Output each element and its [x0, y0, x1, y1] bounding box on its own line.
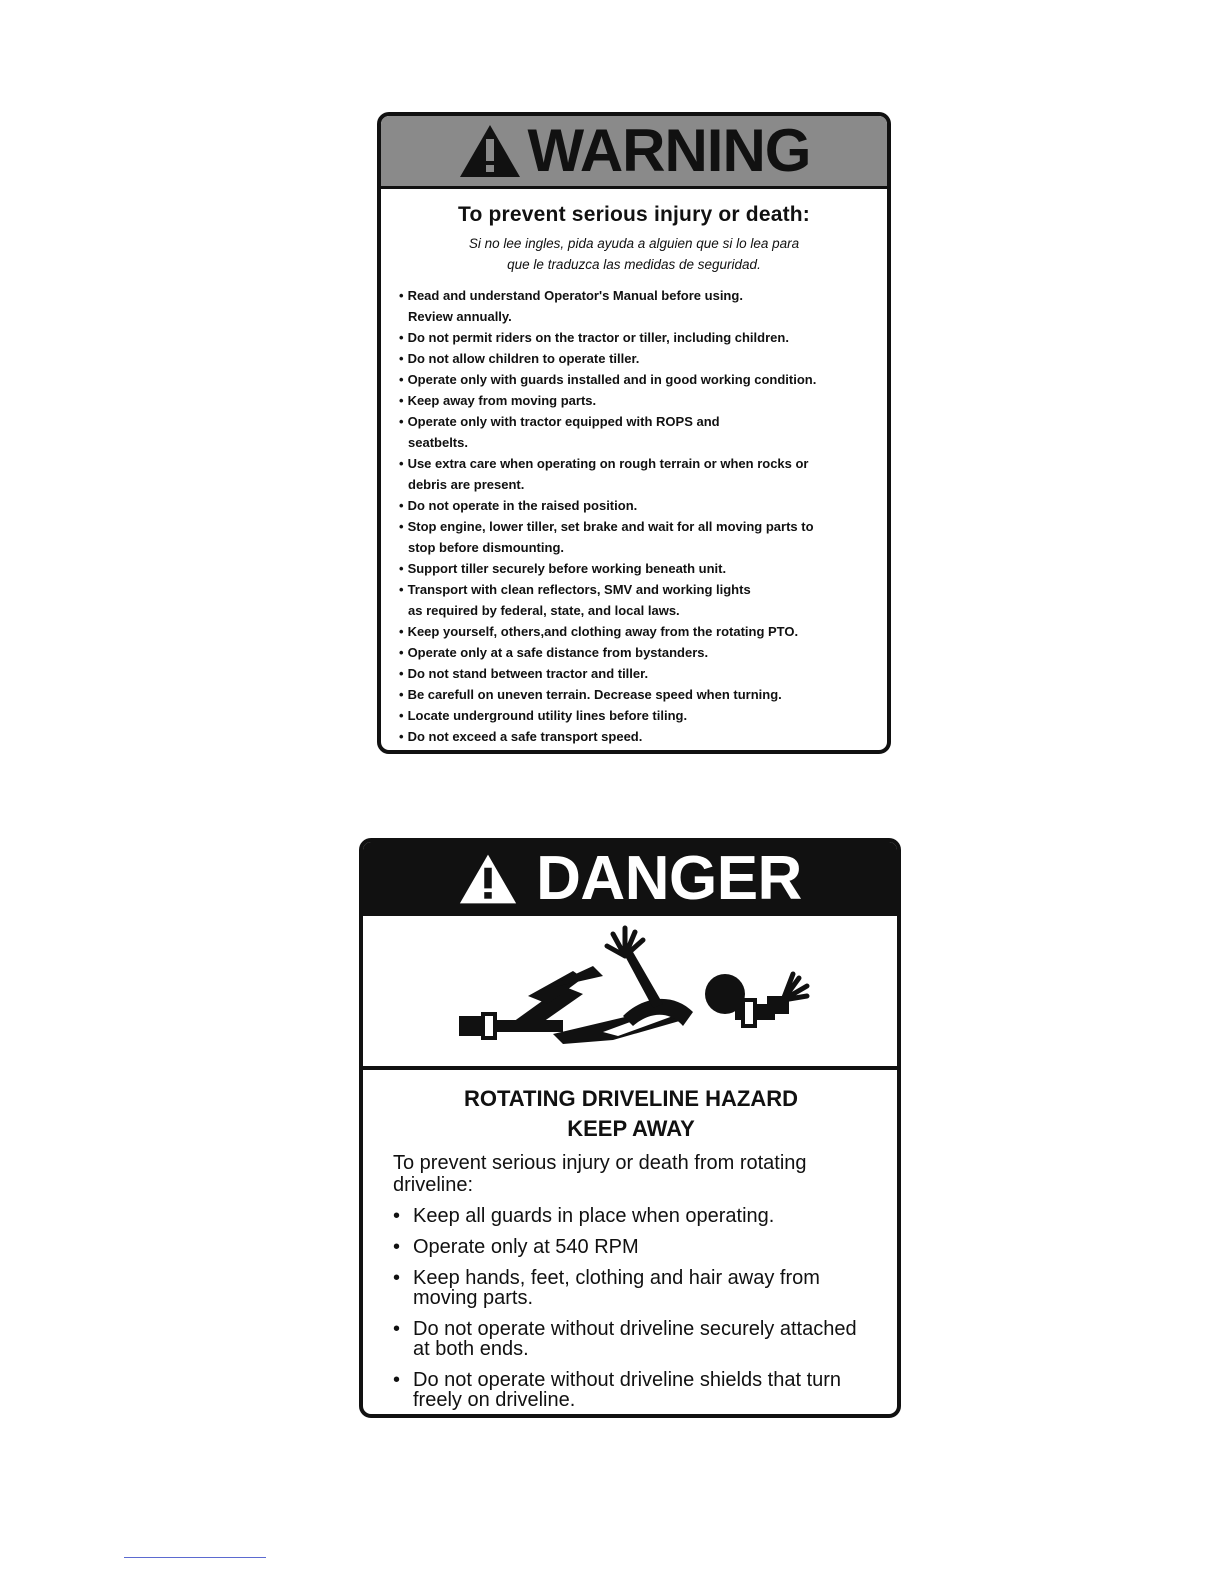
list-item: • Do not allow children to operate tiller. — [397, 348, 873, 369]
list-item: • Keep away from moving parts. — [397, 390, 873, 411]
list-item: • Do not operate in the raised position. — [397, 495, 873, 516]
list-item: • Transport with clean reflectors, SMV and working lights as required by federal, state, and local laws. — [397, 579, 873, 621]
list-item: • Do not operate without driveline securely attached at both ends. — [393, 1319, 869, 1359]
danger-header — [363, 842, 897, 916]
list-item: • Do not stand between tractor and tiller. — [397, 663, 873, 684]
list-item: • Use extra care when operating on rough terrain or when rocks or debris are present. — [397, 453, 873, 495]
list-item: • Keep all guards in place when operating. — [393, 1206, 869, 1226]
warning-label — [377, 112, 891, 754]
alert-triangle-icon — [458, 852, 518, 906]
spanish-notice — [395, 233, 873, 275]
spanish-line-1: Si no lee ingles, pida ayuda a alguien que si lo lea para — [468, 236, 800, 251]
footnote-rule — [124, 1557, 266, 1558]
warning-list — [395, 285, 873, 747]
list-item: • Operate only at a safe distance from bystanders. — [397, 642, 873, 663]
list-item: • Do not permit riders on the tractor or tiller, including children. — [397, 327, 873, 348]
driveline-entanglement-pictogram — [363, 916, 897, 1070]
list-item: • Keep yourself, others,and clothing away from the rotating PTO. — [397, 621, 873, 642]
list-item: • Operate only with tractor equipped with ROPS and seatbelts. — [397, 411, 873, 453]
list-item: • Operate only with guards installed and in good working condition. — [397, 369, 873, 390]
spanish-line-2: que le traduzca las medidas de seguridad. — [507, 257, 761, 272]
list-item: • Keep hands, feet, clothing and hair away from moving parts. — [393, 1268, 869, 1308]
list-item: • Read and understand Operator's Manual before using. Review annually. — [397, 285, 873, 327]
hazard-line-1: ROTATING DRIVELINE HAZARD — [463, 1086, 799, 1111]
warning-header — [381, 116, 887, 189]
list-item: • Support tiller securely before working beneath unit. — [397, 558, 873, 579]
danger-label — [359, 838, 901, 1418]
warning-title: To prevent serious injury or death: — [457, 203, 810, 226]
list-item: • Do not operate without driveline shields that turn freely on driveline. — [393, 1370, 869, 1410]
list-item: • Stop engine, lower tiller, set brake and wait for all moving parts to stop before dismounting. — [397, 516, 873, 558]
hazard-title — [393, 1084, 869, 1144]
list-item: • Operate only at 540 RPM — [393, 1237, 869, 1257]
danger-list — [393, 1206, 869, 1410]
list-item: • Do not exceed a safe transport speed. — [397, 726, 873, 747]
hazard-line-2: KEEP AWAY — [567, 1116, 695, 1141]
signal-word: DANGER — [536, 844, 802, 913]
signal-word: WARNING — [527, 117, 811, 184]
danger-intro: To prevent serious injury or death from rotating driveline: — [393, 1152, 807, 1196]
list-item: • Locate underground utility lines before tiling. — [397, 705, 873, 726]
alert-triangle-icon — [458, 123, 522, 179]
list-item: • Be carefull on uneven terrain. Decrease speed when turning. — [397, 684, 873, 705]
